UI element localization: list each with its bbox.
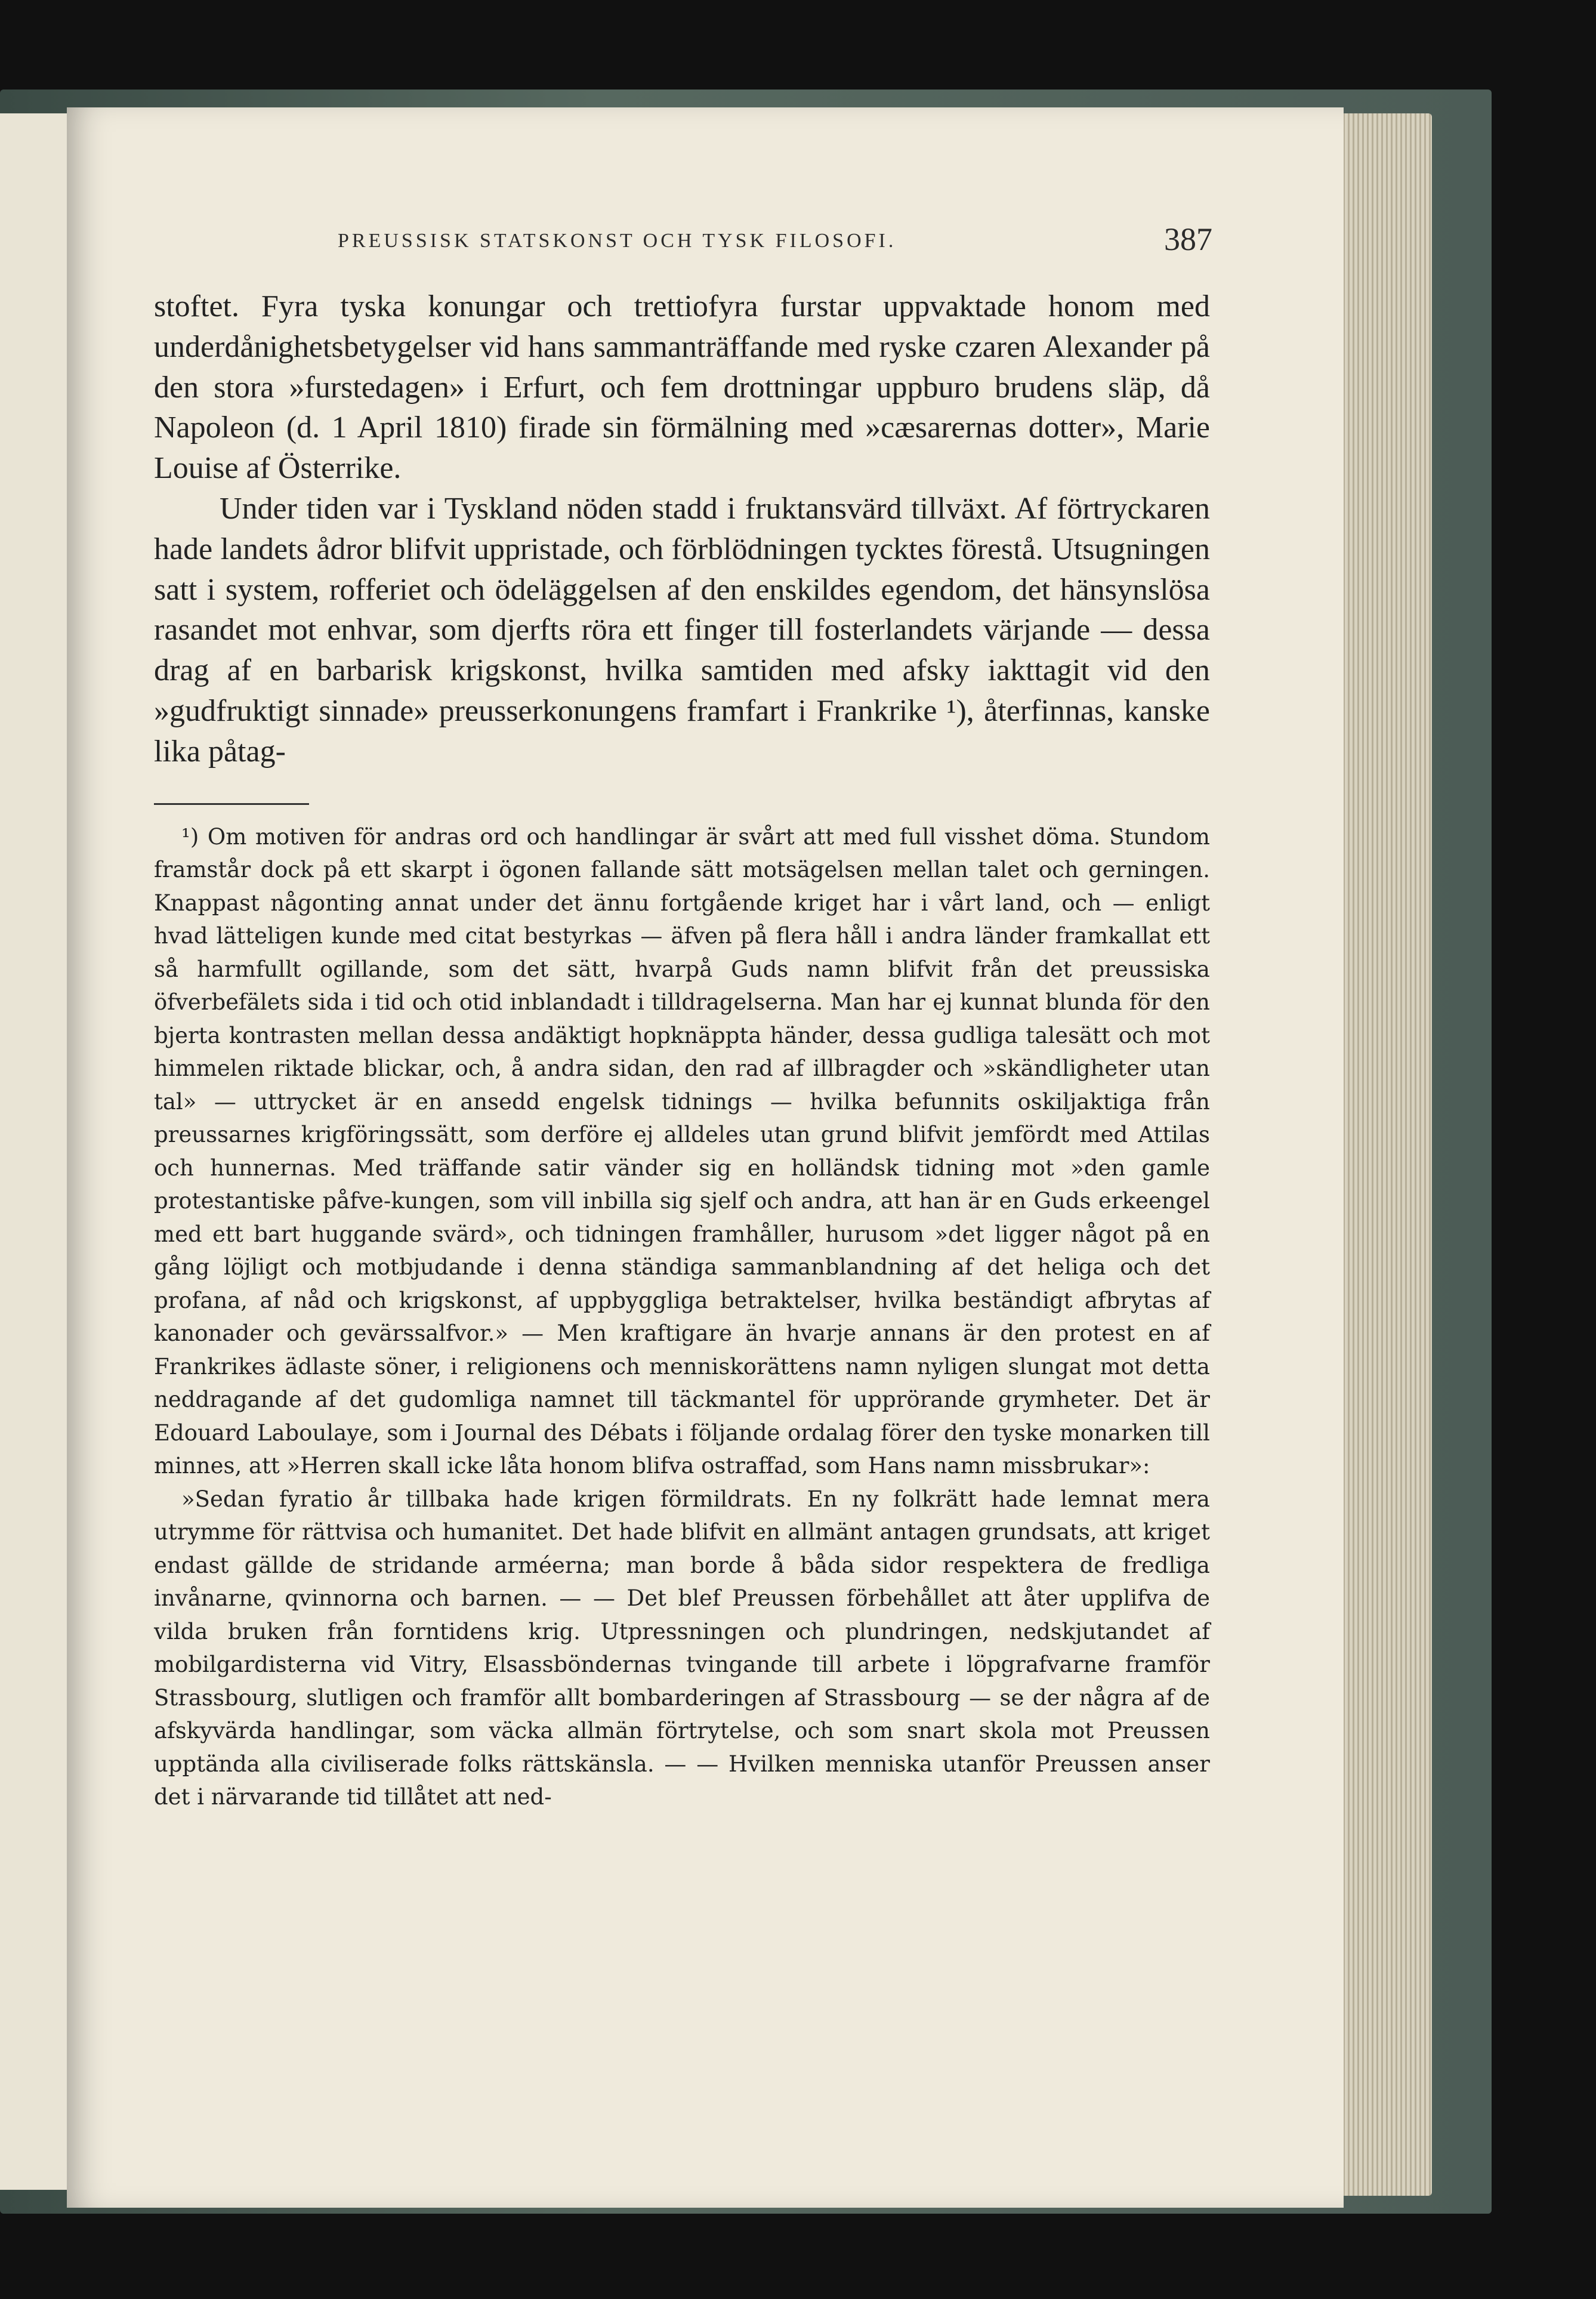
footnote-paragraph: »Sedan fyratio år tillbaka hade krigen förmildrats. En ny folkrätt hade lemnat mera utrymme för rättvisa och humanitet. Det hade blifvit en allmänt antagen grundsats, att kriget endast gällde de stridande arméerna; man borde å båda sidor respektera de fredliga invånarne, qvinnorna och barnen. — — Det blef Preussen förbehållet att åter upplifva de vilda bruken från forntidens krig. Utpressningen och plundringen, nedskjutandet af mobilgardisterna vid Vitry, Elsassböndernas tvingande till arbete i löpgrafvarne framför Strassbourg, slutligen och framför allt bombarderingen af Strassbourg — se der några af de afskyvärda handlingar, som väcka allmän förtrytelse, och som snart skola mot Preussen upptända alla civiliserade folks rättskänsla. — — Hvilken menniska utanför Preussen anser det i närvarande tid tillåtet att ned-	[154, 1486, 1210, 1810]
page-content	[154, 286, 1210, 1814]
footnote-paragraph: ¹) Om motiven för andras ord och handlingar är svårt att med full visshet döma. Stundom framstår dock på ett skarpt i ögonen fallande sätt motsägelsen mellan talet och gerningen. Knappast någonting annat under det ännu fortgående kriget har i vårt land, och — enligt hvad lätteligen kunde med citat bestyrkas — äfven på flera håll i andra länder framkallat ett så harmfullt ogillande, som det sätt, hvarpå Guds namn blifvit från det preussiska öfverbefälets sida i tid och otid inblandadt i tilldragelserna. Man har ej kunnat blunda för den bjerta kontrasten mellan dessa andäktigt hopknäppta händer, dessa gudliga talesätt och mot himmelen riktade blickar, och, å andra sidan, den rad af illbragder och »skändligheter utan tal» — uttrycket är en ansedd engelsk tidnings — hvilka befunnits oskiljaktiga från preussarnes krigföringssätt, som derföre ej alldeles utan grund blifvit jemfördt med Attilas och hunnernas. Med träffande satir vänder sig en holländsk tidning mot »den gamle protestantiske påfve-kungen, som vill inbilla sig sjelf och andra, att han är en Guds erkeengel med ett bart huggande svärd», och tidningen framhåller, hurusom »det ligger något på en gång löjligt och motbjudande i denna ständiga sammanblandning af det heliga och det profana, af nåd och krigskonst, af uppbyggliga betraktelser, hvilka beständigt afbrytas af kanonader och gevärssalfvor.» — Men kraftigare än hvarje annans är den protest en af Frankrikes ädlaste söner, i religionens och menniskorättens namn nyligen slungat mot detta neddragande af det gudomliga namnet till täckmantel för upprörande grymheter. Det är Edouard Laboulaye, som i Journal des Débats i följande ordalag förer den tyske monarken till minnes, att »Herren skall icke låta honom blifva ostraffad, som Hans namn missbrukar»:	[154, 823, 1210, 1479]
book-page	[67, 107, 1344, 2208]
running-title: PREUSSISK STATSKONST OCH TYSK FILOSOFI.	[338, 230, 897, 252]
body-paragraph: Under tiden var i Tyskland nöden stadd i fruktansvärd tillväxt. Af förtryckaren hade landets ådror blifvit uppristade, och förblödningen tycktes förestå. Utsugningen satt i system, rofferiet och ödeläggelsen af den enskildes egendom, det hänsynslösa rasandet mot enhvar, som djerfts röra ett finger till fosterlandets värjande — dessa drag af en barbarisk krigskonst, hvilka samtiden med afsky iakttagit vid den »gudfruktigt sinnade» preusserkonungens framfart i Frankrike ¹), återfinnas, kanske lika påtag-	[154, 491, 1210, 769]
left-page-edge	[0, 113, 67, 2190]
body-paragraph: stoftet. Fyra tyska konungar och trettiofyra furstar uppvaktade honom med underdånighetsbetygelser vid hans sammanträffande med ryske czaren Alexander på den stora »furstedagen» i Erfurt, och fem drottningar uppburo brudens släp, då Napoleon (d. 1 April 1810) firade sin förmälning med »cæsarernas dotter», Marie Louise af Österrike.	[154, 289, 1210, 486]
footnote-separator	[154, 803, 309, 805]
footnotes	[154, 820, 1210, 1814]
body-text	[154, 286, 1210, 772]
page-edges	[1330, 113, 1432, 2196]
page-number: 387	[1164, 221, 1212, 257]
